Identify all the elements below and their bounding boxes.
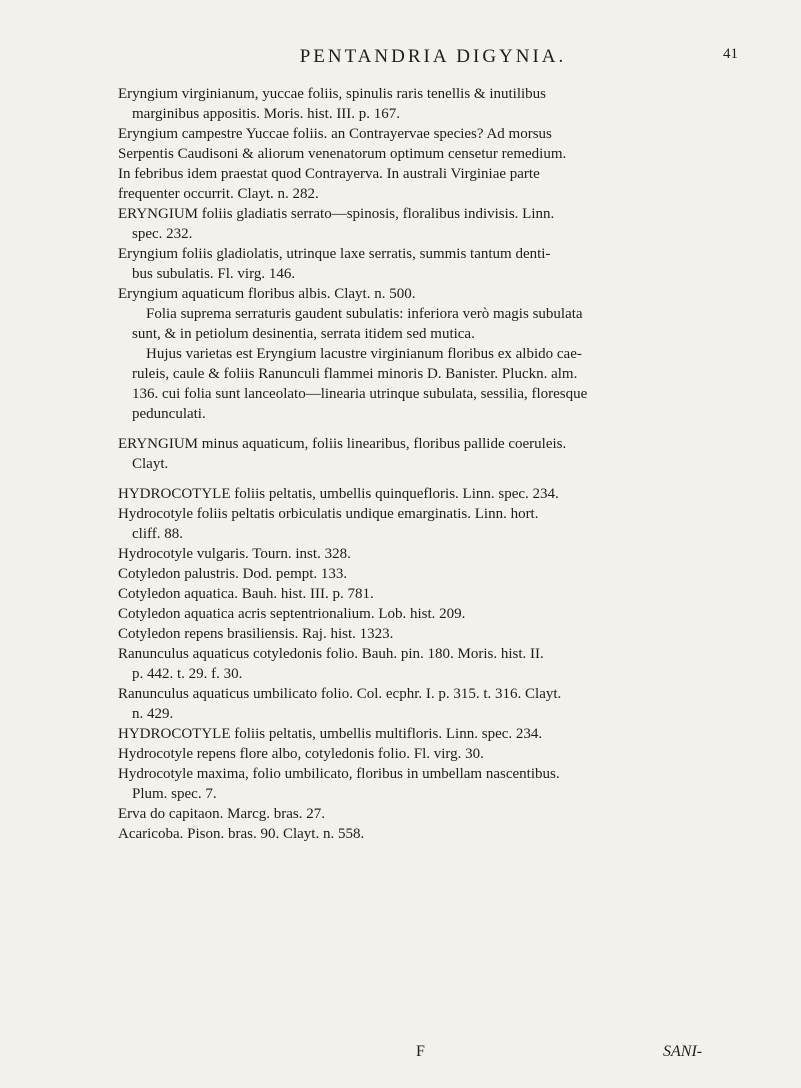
text-line: frequenter occurrit. Clayt. n. 282. bbox=[118, 186, 319, 202]
text-line: Cotyledon palustris. Dod. pempt. 133. bbox=[118, 566, 348, 582]
text-line: pedunculati. bbox=[132, 406, 206, 422]
text-line: n. 429. bbox=[132, 706, 174, 722]
text-line: Hydrocotyle foliis peltatis orbiculatis undique emarginatis. Linn. hort. bbox=[118, 506, 539, 522]
text-line: Hujus varietas est Eryngium lacustre virginianum floribus ex albido cae- bbox=[146, 346, 582, 362]
line-gap bbox=[118, 424, 750, 434]
line-gap bbox=[118, 474, 750, 484]
text-line: ERYNGIUM minus aquaticum, foliis linearibus, floribus pallide coeruleis. bbox=[118, 436, 567, 452]
text-line: Hydrocotyle repens flore albo, cotyledonis folio. Fl. virg. 30. bbox=[118, 746, 484, 762]
text-line: Ranunculus aquaticus cotyledonis folio. Bauh. pin. 180. Moris. hist. II. bbox=[118, 646, 544, 662]
text-line: Hydrocotyle maxima, folio umbilicato, floribus in umbellam nascentibus. bbox=[118, 766, 560, 782]
text-line: 136. cui folia sunt lanceolato—linearia utrinque subulata, sessilia, floresque bbox=[132, 386, 588, 402]
text-line: spec. 232. bbox=[132, 226, 193, 242]
page-header bbox=[128, 44, 738, 74]
text-line: Cotyledon repens brasiliensis. Raj. hist. 1323. bbox=[118, 626, 394, 642]
catchword: SANI- bbox=[663, 1043, 703, 1060]
text-line: HYDROCOTYLE foliis peltatis, umbellis multifloris. Linn. spec. 234. bbox=[118, 726, 543, 742]
text-line: ruleis, caule & foliis Ranunculi flammei minoris D. Banister. Pluckn. alm. bbox=[132, 366, 578, 382]
text-line: Folia suprema serraturis gaudent subulatis: inferiora verò magis subulata bbox=[146, 306, 583, 322]
text-line: p. 442. t. 29. f. 30. bbox=[132, 666, 243, 682]
text-line: Plum. spec. 7. bbox=[132, 786, 217, 802]
text-line: HYDROCOTYLE foliis peltatis, umbellis quinquefloris. Linn. spec. 234. bbox=[118, 486, 559, 502]
text-line: Eryngium foliis gladiolatis, utrinque laxe serratis, summis tantum denti- bbox=[118, 246, 551, 262]
text-line: cliff. 88. bbox=[132, 526, 183, 542]
text-line: Clayt. bbox=[132, 456, 169, 472]
text-line: Eryngium virginianum, yuccae foliis, spinulis raris tenellis & inutilibus bbox=[118, 86, 547, 102]
running-title: PENTANDRIA DIGYNIA. bbox=[299, 46, 567, 67]
text-line: Ranunculus aquaticus umbilicato folio. Col. ecphr. I. p. 315. t. 316. Clayt. bbox=[118, 686, 562, 702]
text-line: Erva do capitaon. Marcg. bras. 27. bbox=[118, 806, 326, 822]
text-line: Cotyledon aquatica. Bauh. hist. III. p. 781. bbox=[118, 586, 374, 602]
text-line: marginibus appositis. Moris. hist. III. p. 167. bbox=[132, 106, 401, 122]
text-line: Cotyledon aquatica acris septentrionalium. Lob. hist. 209. bbox=[118, 606, 466, 622]
text-line: bus subulatis. Fl. virg. 146. bbox=[132, 266, 296, 282]
text-line: Eryngium aquaticum floribus albis. Clayt. n. 500. bbox=[118, 286, 416, 302]
text-line: ERYNGIUM foliis gladiatis serrato—spinosis, floralibus indivisis. Linn. bbox=[118, 206, 555, 222]
text-body bbox=[118, 84, 750, 844]
text-line: sunt, & in petiolum desinentia, serrata itidem sed mutica. bbox=[132, 326, 475, 342]
text-line: Hydrocotyle vulgaris. Tourn. inst. 328. bbox=[118, 546, 351, 562]
text-line: Acaricoba. Pison. bras. 90. Clayt. n. 558. bbox=[118, 826, 365, 842]
signature-mark: F bbox=[416, 1043, 425, 1060]
page-number: 41 bbox=[723, 46, 738, 62]
text-line: In febribus idem praestat quod Contrayerva. In australi Virginiae parte bbox=[118, 166, 540, 182]
page-footer bbox=[0, 1043, 801, 1065]
text-line: Eryngium campestre Yuccae foliis. an Contrayervae species? Ad morsus bbox=[118, 126, 552, 142]
text-line: Serpentis Caudisoni & aliorum venenatorum optimum censetur remedium. bbox=[118, 146, 567, 162]
